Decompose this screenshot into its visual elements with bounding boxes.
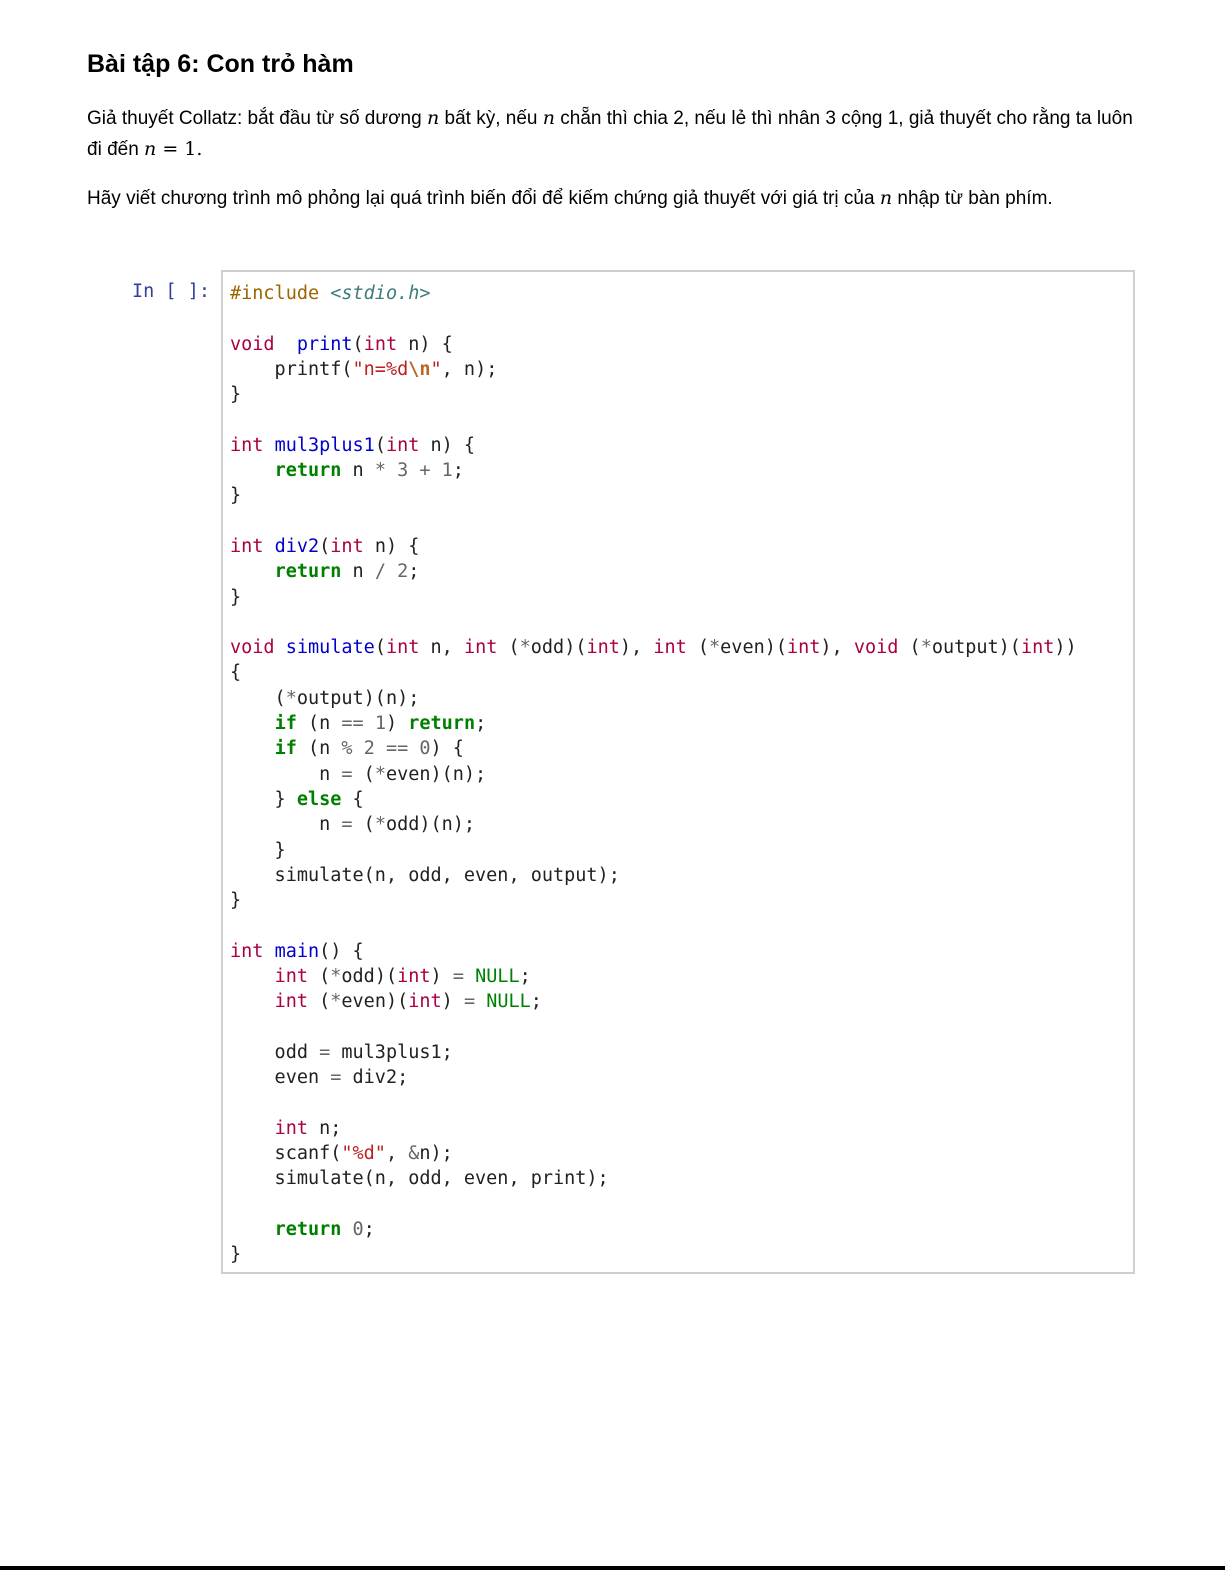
code-token <box>230 1118 275 1139</box>
code-token: int <box>274 966 308 988</box>
code-token: if <box>274 713 297 735</box>
code-token <box>263 941 274 962</box>
code-line <box>230 587 241 608</box>
code-token: } <box>230 890 242 912</box>
code-token: div2 <box>274 535 320 557</box>
code-token: ( <box>898 637 921 659</box>
code-line <box>230 384 241 405</box>
code-token: , <box>385 1143 409 1165</box>
code-token: = <box>341 814 353 836</box>
code-line <box>230 991 542 1012</box>
code-token <box>475 991 486 1012</box>
code-line <box>230 814 475 835</box>
code-token: ) <box>385 713 409 735</box>
code-token <box>408 460 419 481</box>
code-token: int <box>274 1117 308 1139</box>
code-token <box>263 435 274 456</box>
code-token: if <box>274 738 297 760</box>
code-line <box>230 485 241 506</box>
code-token: <stdio.h> <box>330 283 431 304</box>
code-token: n) { <box>363 535 420 557</box>
code-line <box>230 789 364 810</box>
code-token: () { <box>319 940 364 962</box>
code-token: int <box>397 966 431 988</box>
code-line <box>230 334 453 355</box>
code-line <box>230 966 531 987</box>
code-token: n); <box>419 1143 453 1165</box>
task-instruction <box>87 183 1147 214</box>
code-token: == <box>341 713 364 735</box>
code-token <box>230 460 275 481</box>
code-token <box>230 1219 275 1240</box>
code-token: * <box>374 814 386 836</box>
code-token: simulate <box>285 637 375 659</box>
code-token <box>230 966 275 987</box>
code-token: } <box>230 485 242 507</box>
code-token: n <box>230 814 342 836</box>
code-token <box>230 713 275 734</box>
code-token: int <box>230 434 264 456</box>
code-token: ( <box>307 966 331 988</box>
code-token: NULL <box>486 991 531 1013</box>
code-token: 3 <box>397 460 409 482</box>
code-token: n <box>341 460 375 482</box>
code-token: * <box>374 460 386 482</box>
code-line <box>230 662 241 683</box>
code-token: print <box>296 333 353 355</box>
code-token: ; <box>530 991 542 1013</box>
code-token: int <box>653 637 687 659</box>
code-token: int <box>463 637 498 659</box>
code-token <box>464 966 475 987</box>
code-token: * <box>330 966 342 988</box>
code-token: printf( <box>230 358 353 380</box>
code-token: ( <box>230 687 286 709</box>
code-token: n <box>341 561 375 583</box>
code-token <box>353 738 364 759</box>
code-token: scanf( <box>230 1143 342 1165</box>
code-token: simulate(n, odd, even, print); <box>230 1168 609 1190</box>
code-token: int <box>330 535 364 557</box>
code-token: } <box>230 586 242 608</box>
code-token: 2 <box>397 561 409 583</box>
code-token: n; <box>307 1117 342 1139</box>
code-token: ) <box>430 966 453 988</box>
code-token: == <box>385 738 409 760</box>
code-token: odd)( <box>530 637 587 659</box>
code-token: " <box>430 358 442 380</box>
code-line <box>230 637 1077 658</box>
code-token: simulate(n, odd, even, output); <box>230 864 620 886</box>
code-token: int <box>385 434 420 456</box>
code-token: void <box>853 637 899 659</box>
code-token: * <box>920 637 932 659</box>
code-token: ( <box>374 434 386 456</box>
code-token: int <box>230 940 264 962</box>
code-token <box>408 738 419 759</box>
code-token: { <box>341 788 364 810</box>
code-line <box>230 1042 453 1063</box>
cell-input-prompt: In [ ]: <box>132 281 210 302</box>
code-token: ( <box>352 814 375 836</box>
code-token: n) { <box>397 333 453 355</box>
code-line <box>230 1143 453 1164</box>
code-token: return <box>408 713 476 735</box>
code-token: } <box>230 1244 242 1266</box>
code-token: int <box>230 535 264 557</box>
code-token <box>341 1219 352 1240</box>
code-token <box>275 334 297 355</box>
code-token: ; <box>408 561 420 583</box>
code-token: ( <box>352 333 364 355</box>
code-token: * <box>330 991 342 1013</box>
code-token: n) { <box>419 434 476 456</box>
code-token: \n <box>408 358 431 380</box>
code-token: int <box>385 637 420 659</box>
code-token: ( <box>374 637 386 659</box>
math-var-n: n <box>542 107 555 129</box>
code-token: #include <box>230 283 331 304</box>
code-token: ), <box>619 637 654 659</box>
code-token: * <box>709 637 721 659</box>
code-token: even)( <box>341 991 409 1013</box>
code-line <box>230 283 431 304</box>
code-token: { <box>230 662 242 684</box>
code-token <box>386 460 397 481</box>
code-token: int <box>363 333 398 355</box>
code-token: ; <box>452 460 464 482</box>
code-token: void <box>230 637 275 659</box>
exercise-heading: Bài tập 6: Con trỏ hàm <box>87 50 354 78</box>
code-line <box>230 941 364 962</box>
task-text-1: Hãy viết chương trình mô phỏng lại quá trình biến đổi để kiếm chứng giả thuyết với giá trị của <box>87 188 880 209</box>
code-token: output)( <box>931 637 1021 659</box>
code-line <box>230 359 497 380</box>
code-token: , n); <box>441 358 498 380</box>
code-token: return <box>274 1218 342 1240</box>
code-token: * <box>374 763 386 785</box>
code-token: ; <box>475 713 487 735</box>
code-token: = <box>452 966 464 988</box>
code-line <box>230 435 475 456</box>
code-token: ( <box>307 991 331 1013</box>
code-token: mul3plus1 <box>274 434 375 456</box>
code-token: n, <box>419 637 464 659</box>
code-line <box>230 764 486 785</box>
code-token <box>230 738 275 759</box>
code-token: div2; <box>341 1067 409 1089</box>
code-token: int <box>787 637 821 659</box>
code-token: ) <box>441 991 464 1013</box>
code-line <box>230 713 486 734</box>
code-token: = <box>463 991 476 1013</box>
code-token: ( <box>352 763 375 785</box>
code-line <box>230 840 286 861</box>
code-token: ) { <box>430 738 464 760</box>
code-token: ( <box>686 637 710 659</box>
code-token <box>230 991 275 1012</box>
code-token: int <box>1020 637 1055 659</box>
desc-text-1: Giả thuyết Collatz: bắt đầu từ số dương <box>87 108 427 129</box>
code-token: odd)(n); <box>385 814 476 836</box>
desc-text-2: bất kỳ, nếu <box>439 108 543 129</box>
code-token <box>263 536 274 557</box>
code-token: = <box>341 763 353 785</box>
code-token: n <box>230 763 342 785</box>
code-token <box>275 637 286 658</box>
code-token: NULL <box>475 966 520 988</box>
code-token: main <box>274 940 320 962</box>
code-token: * <box>519 637 531 659</box>
code-token: )) <box>1054 637 1077 659</box>
code-token: % <box>341 738 353 760</box>
code-token: int <box>408 991 442 1013</box>
code-token: / <box>374 561 386 583</box>
code-token: int <box>586 637 620 659</box>
code-token: = <box>330 1067 342 1089</box>
code-token: "n=%d <box>352 358 409 380</box>
code-line <box>230 1219 375 1240</box>
code-token: return <box>274 561 342 583</box>
desc-text-3: chẵn thì chia 2, nếu lẻ thì nhân 3 cộng 1, giả thuyết cho rằng ta luôn đi đến <box>87 108 1133 160</box>
code-token: 0 <box>419 738 431 760</box>
code-token: * <box>285 687 297 709</box>
code-token: ), <box>820 637 854 659</box>
code-token: (n <box>296 738 342 760</box>
code-cell-source[interactable] <box>230 281 1077 1268</box>
code-token <box>375 738 386 759</box>
code-token: ( <box>319 535 331 557</box>
code-token: "%d" <box>341 1143 386 1165</box>
code-token: & <box>408 1143 420 1165</box>
code-line <box>230 1118 341 1139</box>
code-line <box>230 536 419 557</box>
code-token: even)( <box>720 637 787 659</box>
code-token: = <box>319 1041 331 1063</box>
code-token: int <box>274 991 308 1013</box>
code-line <box>230 1168 609 1189</box>
code-token: odd)( <box>341 966 398 988</box>
code-line <box>230 460 464 481</box>
code-token: + <box>419 460 431 482</box>
code-token <box>230 561 275 582</box>
math-var-n: n <box>144 138 157 160</box>
code-line <box>230 1067 408 1088</box>
code-token <box>364 713 375 734</box>
code-token: ; <box>519 966 531 988</box>
math-var-n: n <box>879 187 893 209</box>
code-token: even <box>230 1067 331 1089</box>
code-token: output)(n); <box>296 687 420 709</box>
code-token: } <box>230 788 297 810</box>
problem-description <box>87 103 1147 165</box>
code-line <box>230 865 620 886</box>
code-token: 1 <box>441 460 453 482</box>
code-token: else <box>296 788 342 810</box>
code-line <box>230 688 419 709</box>
code-line <box>230 1244 241 1265</box>
code-token: mul3plus1; <box>330 1041 453 1063</box>
math-equation: = 1. <box>156 138 203 160</box>
code-token <box>431 460 442 481</box>
code-token: } <box>230 839 286 861</box>
task-text-2: nhập từ bàn phím. <box>892 188 1053 209</box>
code-token: odd <box>230 1041 320 1063</box>
code-line <box>230 890 241 911</box>
code-token: ( <box>497 637 520 659</box>
code-line <box>230 561 419 582</box>
code-token <box>386 561 397 582</box>
math-var-n: n <box>426 107 440 129</box>
code-token: (n <box>296 713 342 735</box>
code-token: 1 <box>374 713 386 735</box>
page-bottom-rule <box>0 1566 1225 1570</box>
code-token: ; <box>363 1218 375 1240</box>
code-token: return <box>274 460 342 482</box>
code-token: 2 <box>363 738 375 760</box>
code-line <box>230 738 464 759</box>
code-token: even)(n); <box>385 763 487 785</box>
code-token: } <box>230 384 242 406</box>
code-token: 0 <box>352 1218 364 1240</box>
code-token: void <box>230 333 275 355</box>
